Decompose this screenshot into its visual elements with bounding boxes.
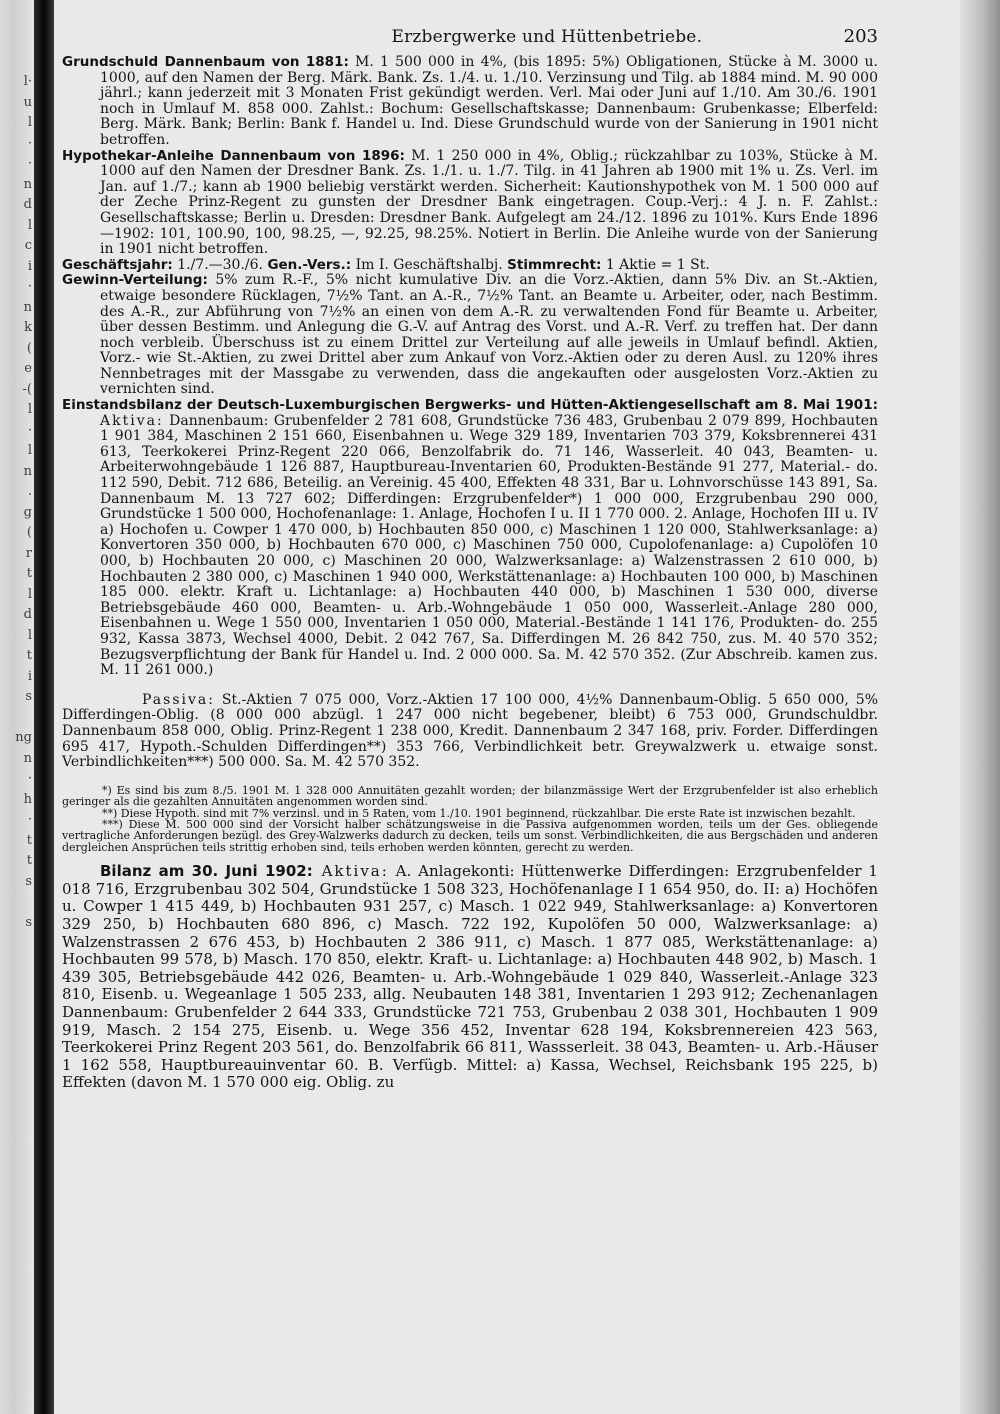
running-title: Erzbergwerke und Hüttenbetriebe. [391,27,703,47]
entry-text-stimmrecht: 1 Aktie = 1 St. [601,256,710,273]
entry-heading: Grundschuld Dannenbaum von 1881: [62,54,349,70]
entry-text-gen-vers: Im I. Geschäftshalbj. [351,256,508,273]
entry-heading: Gewinn-Verteilung: [62,272,208,289]
entry-heading-gen-vers: Gen.-Vers.: [267,256,352,273]
entry-geschaeftsjahr [62,258,878,274]
bilanz-aktiva-label: Aktiva: [312,862,389,881]
page-edge [960,0,1000,1414]
passiva-paragraph [62,693,878,771]
running-header [62,26,878,47]
passiva-text: St.-Aktien 7 075 000, Vorz.-Aktien 17 100 000, 4½% Dannenbaum-Oblig. 5 650 000, 5% Differdingen-Oblig. (8 000 000 abzügl. 1 247 000 nicht begebener, bleibt) 6 753 000, Grundschuldbr. Dannenbaum 858 000, Oblig. Prinz-Regent 1 238 000, Kredit. Dannenbaum 2 347 168, priv. Forder. Differdingen 695 417, Hypoth.-Schulden Differdingen**) 353 766, Verbindlichkeit betr. Greywalzwerk u. etwaige sonst. Verbindlichkeiten***) 500 000. Sa. M. 42 570 352. [62,691,878,771]
bilanz-text: A. Anlagekonti: Hüttenwerke Differdingen: Erzgrubenfelder 1 018 716, Erzgrubenbau 302 504, Grundstücke 1 508 323, Hochöfenanlage I 1 654 950, do. II: a) Hochöfen u. Cowper 1 415 449, b) Hochbauten 931 257, c) Masch. 1 022 949, Stahlwerksanlage: a) Konvertoren 329 250, b) Hochbauten 680 896, c) Masch. 722 192, Kupolöfen 50 000, Walzwerksanlage: a) Walzenstrassen 2 676 453, b) Hochbauten 2 386 911, c) Masch. 1 877 085, Werkstättenanlage: a) Hochbauten 99 578, b) Masch. 170 850, elektr. Kraft- u. Lichtanlage: a) Hochbauten 448 902, b) Masch. 1 439 305, Betriebsgebäude 442 026, Beamten- u. Arb.-Wohngebäude 1 029 840, Wasserleit.-Anlage 323 810, Eisenb. u. Wegeanlage 1 505 233, allg. Neubauten 148 381, Inventarien 1 293 912; Zechenanlagen Dannenbaum: Grubenfelder 2 644 333, Grundstücke 721 753, Grubenbau 2 038 301, Hochbauten 1 909 919, Masch. 2 154 275, Eisenb. u. Wege 356 452, Inventar 628 194, Koksbrennereien 423 563, Teerkokerei Prinz Regent 203 561, do. Benzolfabrik 66 811, Wassserleit. 38 043, Beamten- u. Arb.-Häuser 1 162 558, Hauptbureauinventar 60. B. Verfügb. Mittel: a) Kassa, Wechsel, Reichsbank 195 225, b) Effekten (davon M. 1 570 000 eig. Oblig. zu [62,862,878,1092]
aktiva-label: Aktiva: [100,412,164,429]
entry-heading-stimmrecht: Stimmrecht: [507,256,602,273]
entry-text: M. 1 250 000 in 4%, Oblig.; rückzahlbar zu 103%, Stücke à M. 1000 auf den Namen der Dresdner Bank. Zs. 1./1. u. 1./7. Tilg. in 41 Jahren ab 1900 mit 1% u. Zs. Verl. im Jan. auf 1./7.; kann ab 1900 beliebig verstärkt werden. Sicherheit: Kautionshypothek von M. 1 500 000 auf der Zeche Prinz-Regent zu gunsten der Dresdner Bank eingetragen. Coup.-Verj.: 4 J. n. F. Zahlst.: Gesellschaftskasse; Berlin u. Dresden: Dresdner Bank. Aufgelegt am 24./12. 1896 zu 101%. Kurs Ende 1896—1902: 101, 100.90, 100, 98.25, —, 92.25, 98.25%. Notiert in Berlin. Die Anleihe wurde von der Sanierung in 1901 nicht betroffen. [100,147,879,258]
entry-gewinn-verteilung [62,273,878,398]
entry-text: 1./7.—30./6. [172,256,268,273]
bilanz-1902-paragraph [62,863,878,1092]
entry-text: 5% zum R.-F., 5% nicht kumulative Div. an die Vorz.-Aktien, dann 5% Div. an St.-Aktien, etwaige besondere Rücklagen, 7½% Tant. an A.-R., 7½% Tant. an Beamte u. Arbeiter, oder, nach Bestimm. des A.-R., zur Abführung von 7½% an einen von dem A.-R. zu verwaltenden Fond für Beamte u. Arbeiter, über dessen Bestimm. und Anlegung die G.-V. auf Antrag des Vorst. und A.-R. Verf. zu treffen hat. Der dann noch verbleib. Überschuss ist zu einem Drittel zur Verteilung auf alle jeweils in Umlauf befindl. Aktien, Vorz.- wie St.-Aktien, zu zwei Drittel aber zum Ankauf von Vorz.-Aktien oder zu deren Ausl. zu 120% ihres Nennbetrages mit der Massgabe zu verwenden, dass die angekauften oder ausgelosten Vorz.-Aktien zu vernichten sind. [100,272,878,398]
previous-page-fragments: l· u l · · n d l c i · n k ( e -( l · l n . g ( r t l d l t i s ng n · h · t t s s [15,74,32,930]
page-content [62,26,878,1107]
entry-heading: Geschäftsjahr: [62,256,173,273]
footnote-3: ***) Diese M. 500 000 sind der Vorsicht halber schätzungsweise in die Passiva aufgenommen worden, teils um der Ges. obliegende vertragliche Anforderungen bezügl. des Grey-Walzwerks dadurch zu decken, teils um sonst. Verbindlichkeiten, die aus Bergschäden und anderen dergleichen Ansprüchen teils strittig erhoben sind, teils erhoben werden könnten, gerecht zu werden. [62,817,878,854]
footnote-1: *) Es sind bis zum 8./5. 1901 M. 1 328 000 Annuitäten gezahlt worden; der bilanzmässige Wert der Erzgrubenfelder ist also erheblich geringer als die gezahlten Annuitäten angenommen worden sind. [62,783,878,809]
entry-grundschuld [62,55,878,149]
entry-text: M. 1 500 000 in 4%, (bis 1895: 5%) Obligationen, Stücke à M. 3000 u. 1000, auf den Namen der Berg. Märk. Bank. Zs. 1./4. u. 1./10. Verzinsung und Tilg. ab 1884 mind. M. 90 000 jährl.; kann jederzeit mit 3 Monaten Frist gekündigt werden. Verl. Mai oder Juni auf 1./10. Am 30./6. 1901 noch in Umlauf M. 858 000. Zahlst.: Bochum: Gesellschaftskasse; Dannenbaum: Grubenkasse; Elberfeld: Berg. Märk. Bank; Berlin: Bank f. Handel u. Ind. Diese Grundschuld wurde von der Sanierung in 1901 nicht betroffen. [100,54,878,148]
book-gutter [34,0,54,1414]
page-number: 203 [843,26,878,47]
entry-hypothekar-anleihe [62,149,878,258]
entry-heading: Hypothekar-Anleihe Dannenbaum von 1896: [62,147,405,164]
entry-einstandsbilanz [62,398,878,679]
footnote-2: **) Diese Hypoth. sind mit 7% verzinsl. und in 5 Raten, vom 1./10. 1901 beginnend, rückzahlbar. Die erste Rate ist inzwischen bezahlt. [102,806,856,820]
footnotes [62,785,878,853]
entry-heading: Einstandsbilanz der Deutsch-Luxemburgischen Bergwerks- und Hütten-Aktiengesellschaft am 8. Mai 1901: [62,397,878,414]
passiva-label: Passiva: [142,691,215,708]
entry-text: Dannenbaum: Grubenfelder 2 781 608, Grundstücke 736 483, Grubenbau 2 079 899, Hochbauten 1 901 384, Maschinen 2 151 660, Eisenbahnen u. Wege 329 189, Inventarien 703 379, Koksbrennerei 431 613, Teerkokerei Prinz-Regent 220 066, Benzolfabrik do. 71 146, Wasserleit. 40 043, Beamten- u. Arbeiterwohngebäude 1 126 887, Hauptbureau-Inventarien 60, Produkten-Bestände 91 277, Material.- do. 112 590, Debit. 712 686, Beteilig. an Vereinig. 45 400, Effekten 48 331, Bar u. Lohnvorschüsse 143 891, Sa. Dannenbaum M. 13 727 602; Differdingen: Erzgrubenfelder*) 1 000 000, Erzgrubenbau 290 000, Grundstücke 1 500 000, Hochofenanlage: 1. Anlage, Hochofen I u. II 1 770 000. 2. Anlage, Hochofen III u. IV a) Hochofen u. Cowper 1 470 000, b) Hochbauten 850 000, c) Maschinen 1 120 000, Stahlwerksanlage: a) Konvertoren 350 000, b) Hochbauten 670 000, c) Maschinen 750 000, Cupolofenanlage: a) Cupolöfen 10 000, b) Hochbauten 20 000, c) Maschinen 20 000, Walzwerksanlage: a) Walzenstrassen 2 610 000, b) Hochbauten 2 380 000, c) Maschinen 1 940 000, Werkstättenanlage: a) Hochbauten 100 000, b) Maschinen 185 000. elektr. Kraft u. Lichtanlage: a) Hochbauten 440 000, b) Maschinen 1 530 000, diverse Betriebsgebäude 460 000, Beamten- u. Arb.-Wohngebäude 1 050 000, Wasserleit.-Anlage 280 000, Eisenbahnen u. Wege 1 550 000, Inventarien 1 050 000, Material.-Bestände 1 141 176, Produkten- do. 255 932, Kassa 3873, Wechsel 4000, Debit. 2 042 767, Sa. Differdingen M. 26 842 750, zus. M. 40 570 352; Bezugsverpflichtung der Bank für Handel u. Ind. 2 000 000. Sa. M. 42 570 352. (Zur Abschreib. kamen zus. M. 11 261 000.) [100,412,878,679]
bilanz-heading: Bilanz am 30. Juni 1902: [100,862,313,881]
